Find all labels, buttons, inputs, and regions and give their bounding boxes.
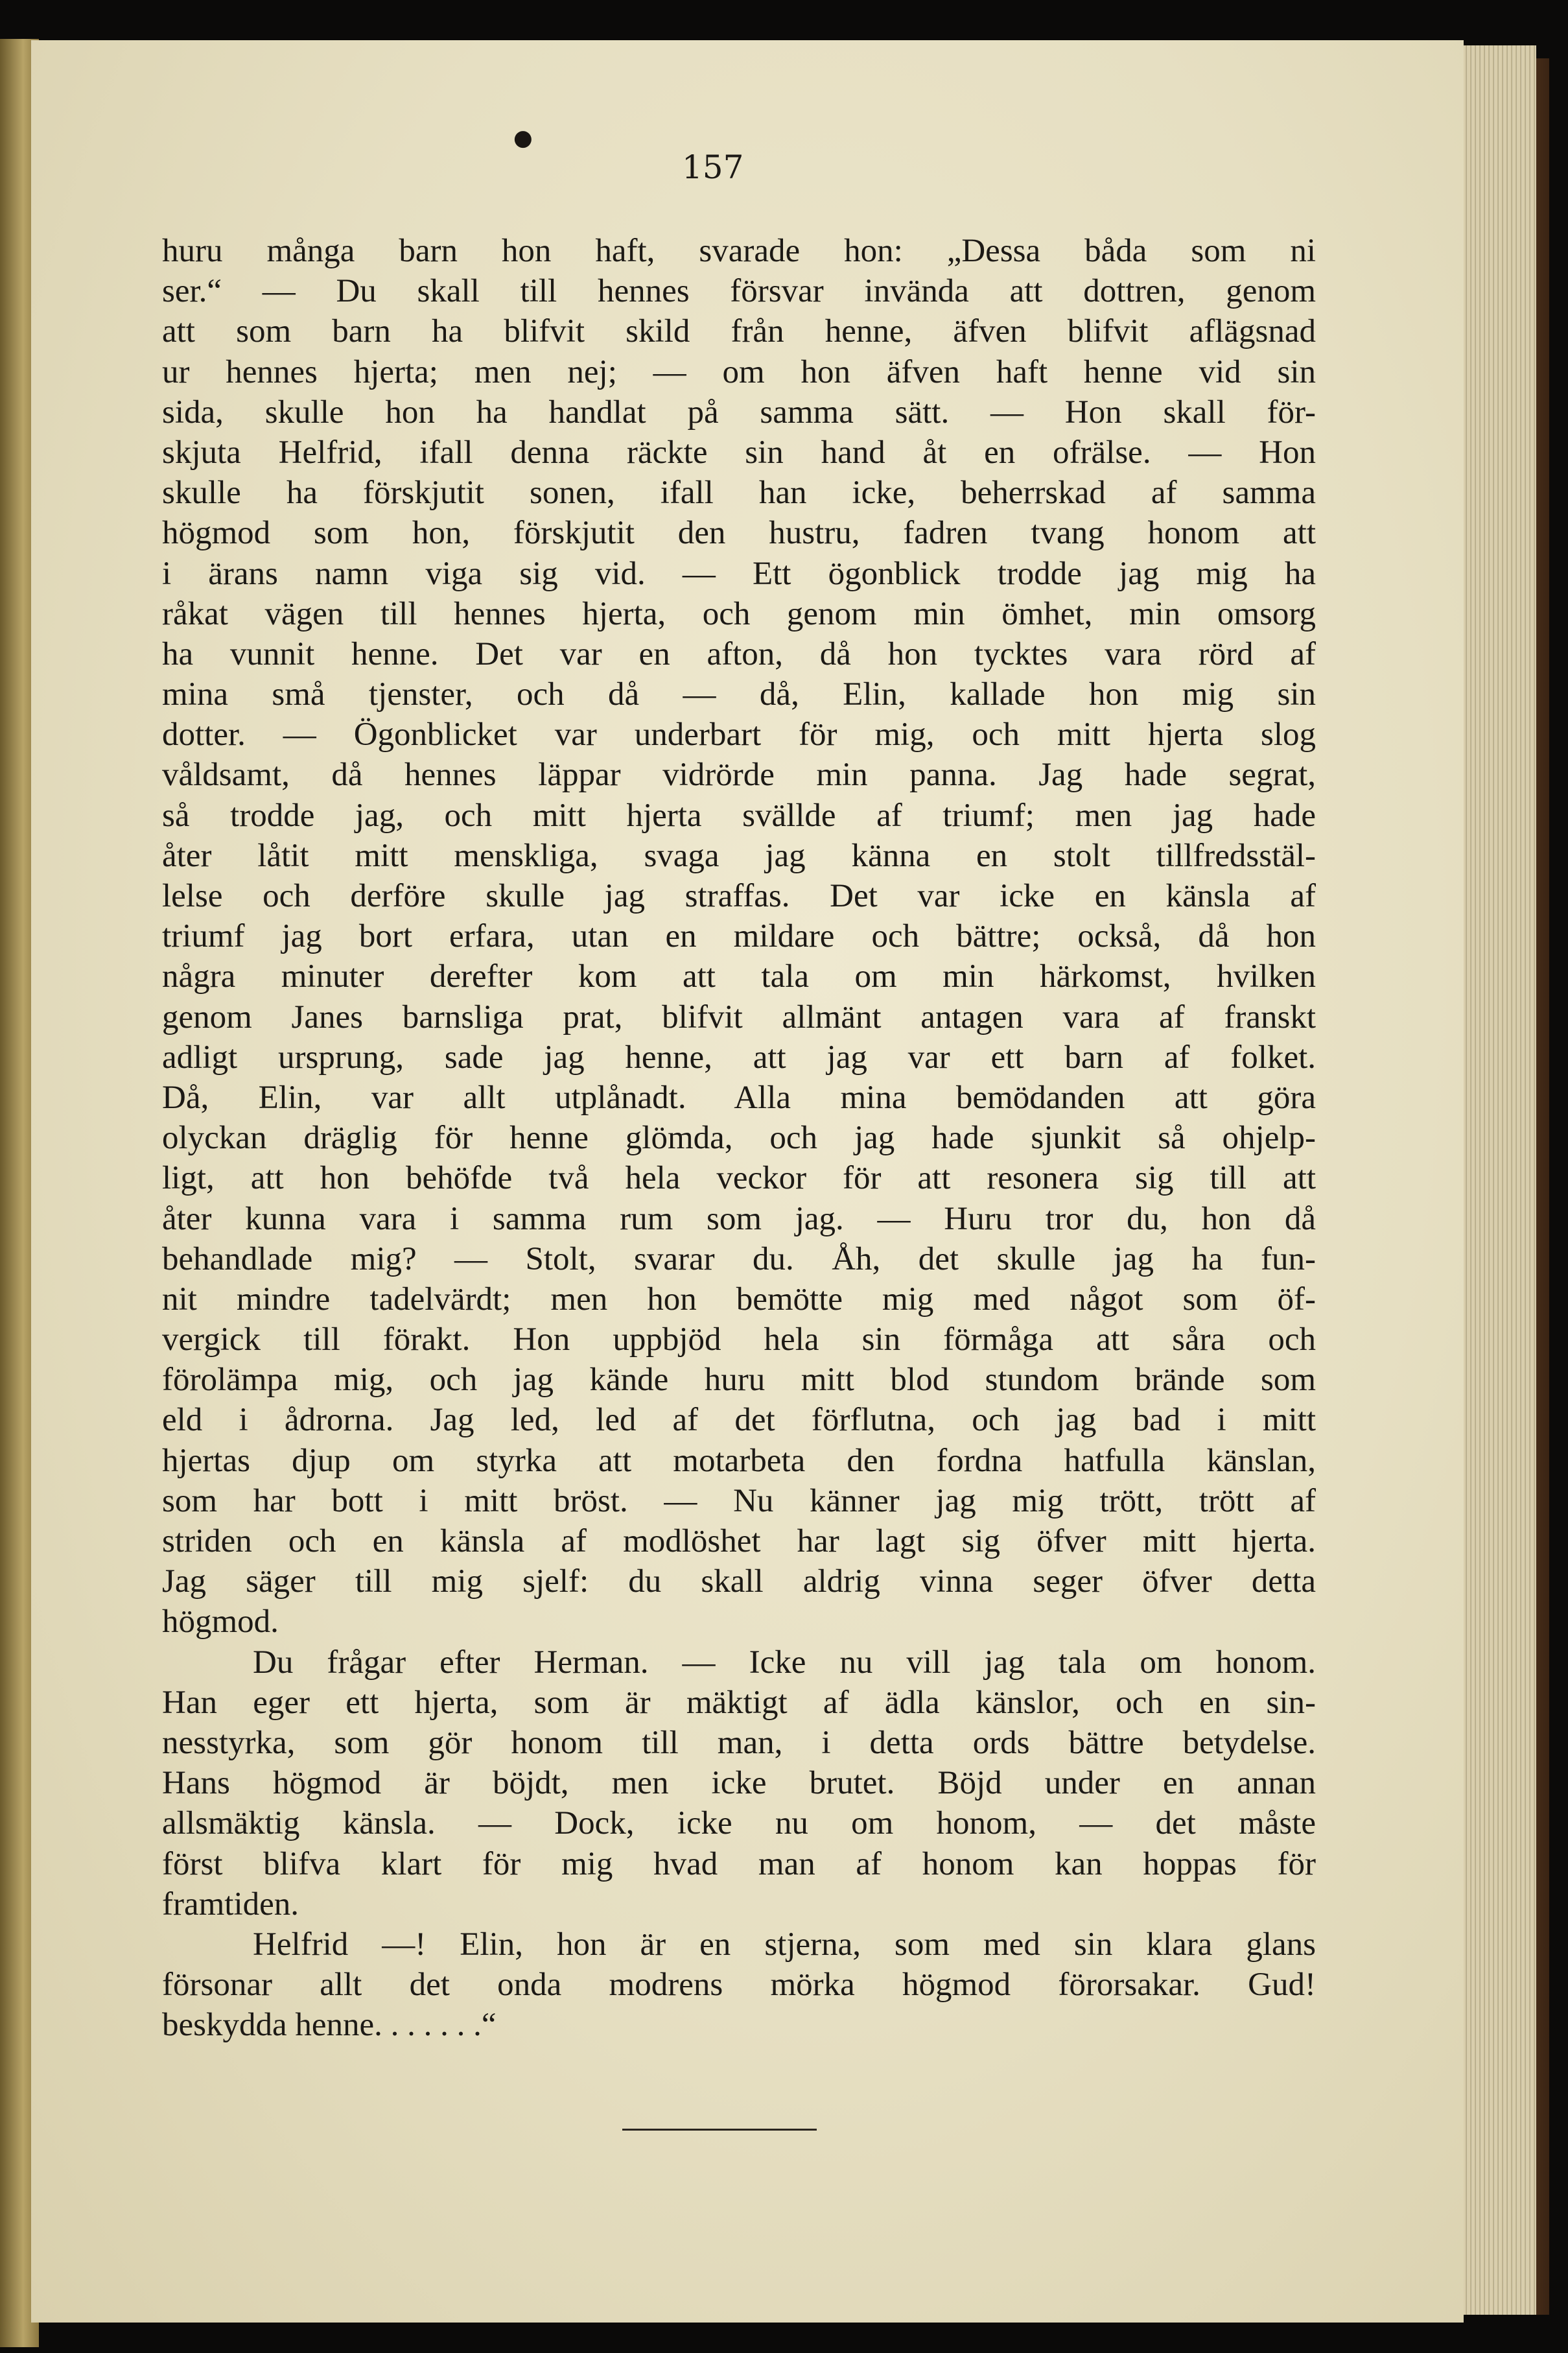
text-line: genom Janes barnsliga prat, blifvit allmänt antagen vara af franskt xyxy=(162,999,1316,1035)
text-line: ha vunnit henne. Det var en afton, då hon tycktes vara rörd af xyxy=(162,635,1316,672)
text-line: adligt ursprung, sade jag henne, att jag var ett barn af folket. xyxy=(162,1039,1316,1076)
text-line: försonar allt det onda modrens mörka högmod förorsakar. Gud! xyxy=(162,1967,1316,2004)
text-line: hjertas djup om styrka att motarbeta den fordna hatfulla känslan, xyxy=(162,1442,1316,1479)
text-line: högmod. xyxy=(162,1603,279,1640)
text-line: i ärans namn viga sig vid. — Ett ögonblick trodde jag mig ha xyxy=(162,555,1316,592)
text-line: Du frågar efter Herman. — Icke nu vill jag tala om honom. xyxy=(253,1644,1316,1681)
text-line: vergick till förakt. Hon uppbjöd hela sin förmåga att såra och xyxy=(162,1321,1316,1358)
text-line: ser.“ — Du skall till hennes försvar invända att dottren, genom xyxy=(162,273,1316,310)
text-line: olyckan dräglig för henne glömda, och jag hade sjunkit så ohjelp- xyxy=(162,1120,1316,1157)
text-line: ur hennes hjerta; men nej; — om hon äfven haft henne vid sin xyxy=(162,353,1316,390)
text-line: skulle ha förskjutit sonen, ifall han icke, beherrskad af samma xyxy=(162,475,1316,512)
text-line: behandlade mig? — Stolt, svarar du. Åh, det skulle jag ha fun- xyxy=(162,1240,1316,1277)
text-line: råkat vägen till hennes hjerta, och genom min ömhet, min omsorg xyxy=(162,595,1316,632)
text-line: allsmäktig känsla. — Dock, icke nu om honom, — det måste xyxy=(162,1805,1316,1842)
text-line: Jag säger till mig sjelf: du skall aldrig vinna seger öfver detta xyxy=(162,1563,1316,1600)
text-line: Hans högmod är böjdt, men icke brutet. Böjd under en annan xyxy=(162,1765,1316,1802)
page-stack-edge xyxy=(1458,45,1536,2315)
text-line: huru många barn hon haft, svarade hon: „Dessa båda som ni xyxy=(162,233,1316,269)
page-number: 157 xyxy=(682,148,744,186)
text-line: Han eger ett hjerta, som är mäktigt af ädla känslor, och en sin- xyxy=(162,1684,1316,1721)
text-line: skjuta Helfrid, ifall denna räckte sin hand åt en ofrälse. — Hon xyxy=(162,434,1316,471)
text-line: Då, Elin, var allt utplånadt. Alla mina bemödanden att göra xyxy=(162,1079,1316,1116)
text-line: Helfrid —! Elin, hon är en stjerna, som med sin klara glans xyxy=(253,1926,1316,1963)
text-line: våldsamt, då hennes läppar vidrörde min panna. Jag hade segrat, xyxy=(162,757,1316,794)
text-line: så trodde jag, och mitt hjerta svällde af triumf; men jag hade xyxy=(162,797,1316,834)
text-line: striden och en känsla af modlöshet har lagt sig öfver mitt hjerta. xyxy=(162,1523,1316,1559)
text-line: som har bott i mitt bröst. — Nu känner jag mig trött, trött af xyxy=(162,1482,1316,1519)
text-line: lelse och derföre skulle jag straffas. Det var icke en känsla af xyxy=(162,878,1316,914)
text-line: mina små tjenster, och då — då, Elin, kallade hon mig sin xyxy=(162,676,1316,713)
text-line: ligt, att hon behöfde två hela veckor för att resonera sig till att xyxy=(162,1160,1316,1197)
end-rule xyxy=(622,2129,817,2131)
text-line: högmod som hon, förskjutit den hustru, fadren tvang honom att xyxy=(162,515,1316,552)
text-line: beskydda henne. . . . . . .“ xyxy=(162,2007,497,2044)
text-line: förolämpa mig, och jag kände huru mitt blod stundom brände som xyxy=(162,1362,1316,1399)
text-line: triumf jag bort erfara, utan en mildare och bättre; också, då hon xyxy=(162,918,1316,955)
text-line: att som barn ha blifvit skild från henne, äfven blifvit aflägsnad xyxy=(162,313,1316,350)
text-line: åter kunna vara i samma rum som jag. — Huru tror du, hon då xyxy=(162,1200,1316,1237)
text-line: några minuter derefter kom att tala om min härkomst, hvilken xyxy=(162,958,1316,995)
text-line: först blifva klart för mig hvad man af honom kan hoppas för xyxy=(162,1845,1316,1882)
text-line: nesstyrka, som gör honom till man, i detta ords bättre betydelse. xyxy=(162,1724,1316,1761)
blot-mark-icon: ● xyxy=(513,125,533,151)
text-line: nit mindre tadelvärdt; men hon bemötte mig med något som öf- xyxy=(162,1281,1316,1318)
body-text xyxy=(162,231,1316,2045)
text-line: eld i ådrorna. Jag led, led af det förflutna, och jag bad i mitt xyxy=(162,1402,1316,1439)
text-line: sida, skulle hon ha handlat på samma sätt. — Hon skall för- xyxy=(162,394,1316,431)
text-line: framtiden. xyxy=(162,1886,299,1922)
text-line: dotter. — Ögonblicket var underbart för mig, och mitt hjerta slog xyxy=(162,716,1316,753)
text-line: åter låtit mitt menskliga, svaga jag känna en stolt tillfredsstäl- xyxy=(162,837,1316,874)
